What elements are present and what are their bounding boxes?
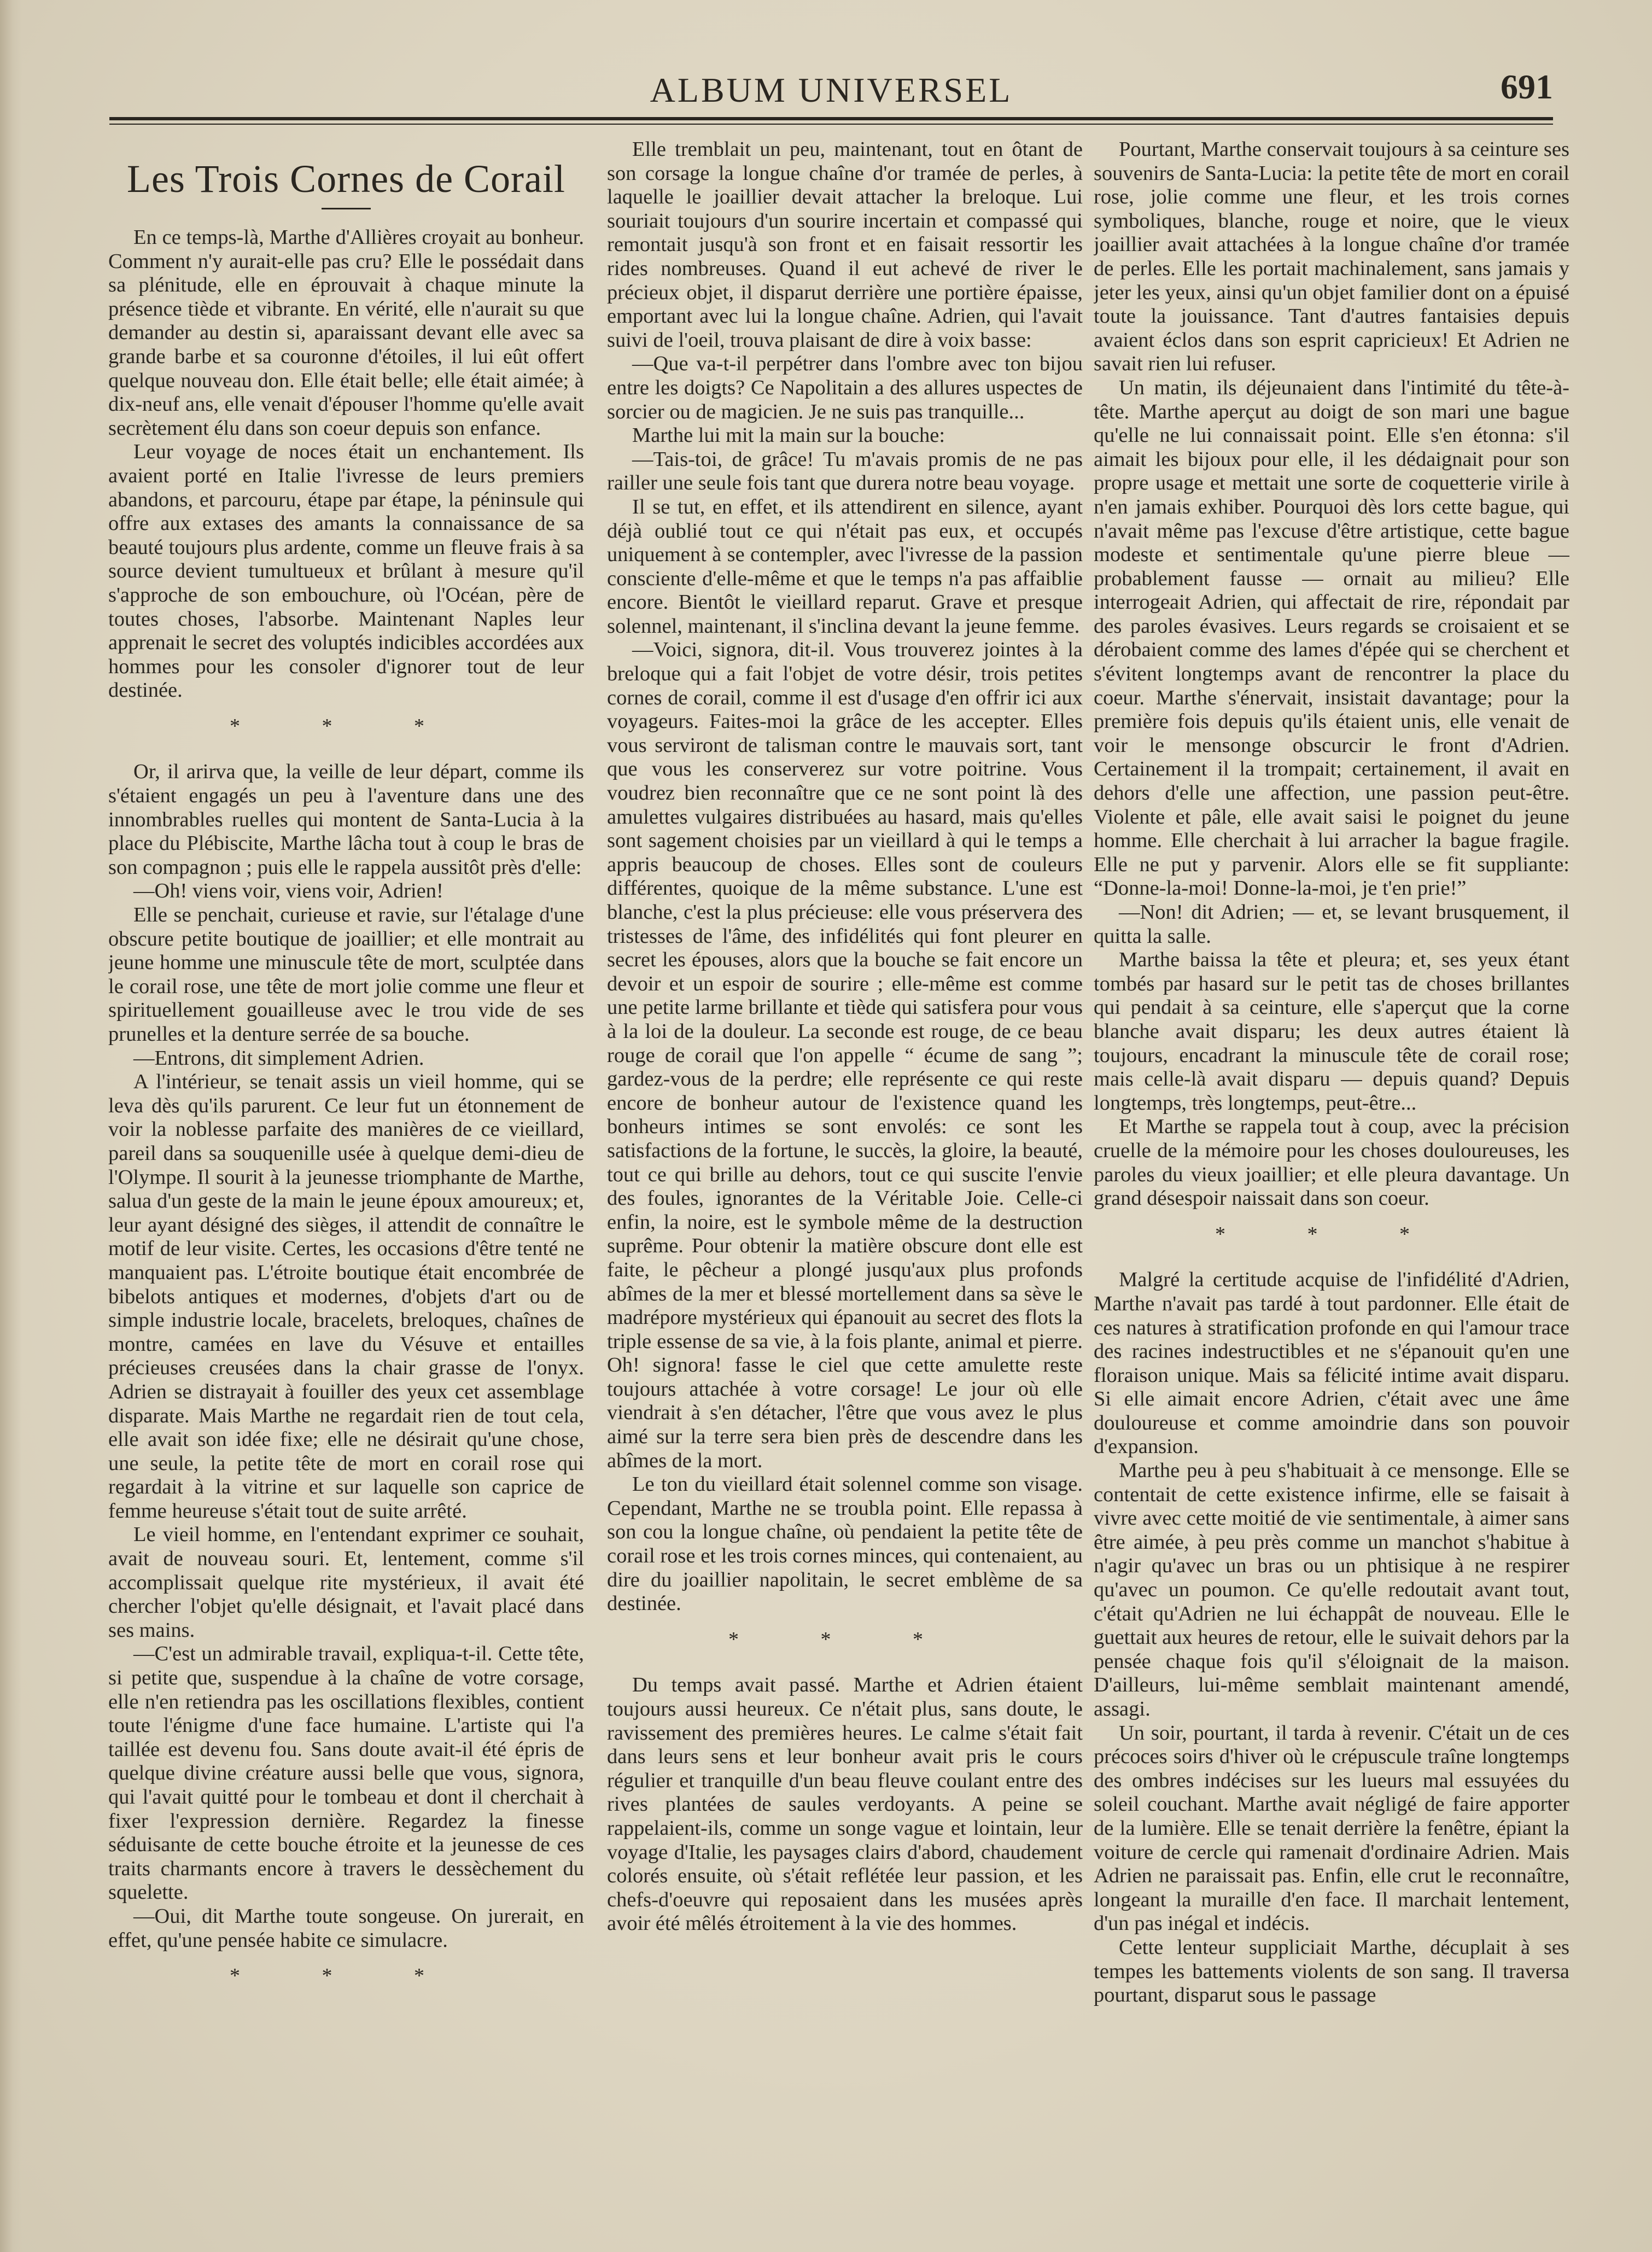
paragraph: Leur voyage de noces était un enchantement. Ils avaient porté en Italie l'ivresse de leurs premiers abandons, et parcouru, étape par étape, la péninsule qui offre aux extases des amants la connaissance de sa beauté toujours plus ardente, comme un fleuve frais à sa source devient tumultueux et brûlant à mesure qu'il s'approche de son embouchure, où l'Océan, père de toutes choses, l'absorbe. Maintenant Naples leur apprenait le secret des voluptés indicibles accordées aux hommes pour les consoler d'ignorer tout de leur destinée. [108,440,584,702]
paragraph: Du temps avait passé. Marthe et Adrien étaient toujours aussi heureux. Ce n'était plus, sans doute, le ravissement des premières heures. Le calme s'était fait dans leurs sens et leur bonheur avait pris le cours régulier et tranquille d'un beau fleuve coulant entre des rives plantées de saules verdoyants. A peine se rappelaient-ils, comme un songe vague et lointain, leur voyage d'Italie, les paysages clairs d'abord, chaudement colorés ensuite, où s'était reflétée leur passion, et les chefs-d'oeuvre qui reposaient dans les musées après avoir été mêlés étroitement à la vie des hommes. [607,1673,1083,1935]
paragraph: Un matin, ils déjeunaient dans l'intimité du tête-à-tête. Marthe aperçut au doigt de son mari une bague qu'elle ne lui connaissait point. Elle s'en étonna: s'il aimait les bijoux pour elle, il les dédaignait pour son propre usage et mettait une sorte de coquetterie virile à n'en jamais exhiber. Pourquoi dès lors cette bague, qui n'avait même pas l'excuse d'être artistique, cette bague modeste et sentimentale qu'une pierre bleue — probablement fausse — ornait au milieu? Elle interrogeait Adrien, qui affectait de rire, répondait par des paroles évasives. Leurs regards se croisaient et se dérobaient comme des lames d'épée qui se cherchent et s'évitent longtemps avant de rencontrer la place du coeur. Marthe s'énervait, insistait davantage; pour la première fois depuis qu'ils étaient unis, elle venait de voir le mensonge obscurcir le front d'Adrien. Certainement il la trompait; certainement, il avait en dehors d'elle une affection, une passion peut-être. Violente et pâle, elle avait saisi le poignet du jeune homme. Elle cherchait à lui arracher la bague fragile. Elle ne put y parvenir. Alors elle se fit suppliante: “Donne-la-moi! Donne-la-moi, je t'en prie!” [1094,376,1569,900]
section-separator: * * * [230,714,463,738]
title-rule [322,208,371,209]
paragraph: Malgré la certitude acquise de l'infidélité d'Adrien, Marthe n'avait pas tardé à tout pardonner. Elle était de ces natures à stratification profonde en qui l'amour trace des racines indestructibles et ne s'épanouit qu'en une floraison unique. Mais sa félicité intime avait disparu. Si elle aimait encore Adrien, c'était avec une âme douloureuse et comme amoindrie dans son pouvoir d'expansion. [1094,1268,1569,1458]
header-rule-thin [109,124,1553,125]
paragraph: —Oui, dit Marthe toute songeuse. On jurerait, en effet, qu'une pensée habite ce simulacre. [108,1904,584,1952]
paragraph: Or, il arirva que, la veille de leur départ, comme ils s'étaient engagés un peu à l'aventure dans une des innombrables ruelles qui montent de Santa-Lucia à la place du Plébiscite, Marthe lâcha tout à coup le bras de son compagnon ; puis elle le rappela aussitôt près d'elle: [108,760,584,879]
paragraph: Marthe lui mit la main sur la bouche: [632,424,945,447]
binding-edge [0,0,22,2252]
paragraph: Il se tut, en effet, et ils attendirent en silence, ayant déjà oublié tout ce qui n'était pas eux, et occupés uniquement à se contempler, avec l'ivresse de la passion consciente d'elle-même et que le temps n'a pas affaiblie encore. Bientôt le vieillard reparut. Grave et presque solennel, maintenant, il s'inclina devant la jeune femme. [607,495,1083,638]
article-title: Les Trois Cornes de Corail [126,157,565,201]
section-separator: * * * [230,1964,463,1988]
paragraph: En ce temps-là, Marthe d'Allières croyait au bonheur. Comment n'y aurait-elle pas cru? Elle le possédait dans sa plénitude, elle en éprouvait à chaque minute la présence tiède et vibrante. En vérité, elle n'aurait su que demander au destin si, aparaissant devant elle avec sa grande barbe et sa couronne d'étoiles, il lui eût offert quelque nouveau don. Elle était belle; elle était aimée; à dix-neuf ans, elle venait d'épouser l'homme qu'elle avait secrètement élu dans son coeur depuis son enfance. [108,226,584,440]
page-header [109,66,1553,131]
paragraph: —Que va-t-il perpétrer dans l'ombre avec ton bijou entre les doigts? Ce Napolitain a des allures uspectes de sorcier ou de magicien. Je ne suis pas tranquille... [607,352,1083,423]
paragraph: —Oh! viens voir, viens voir, Adrien! [133,879,443,903]
paragraph: Un soir, pourtant, il tarda à revenir. C'était un de ces précoces soirs d'hiver où le crépuscule traîne longtemps des ombres indécises sur les lueurs mal essuyées du soleil couchant. Marthe avait négligé de faire apporter de la lumière. Elle se tenait derrière la fenêtre, épiant la voiture de cercle qui ramenait d'ordinaire Adrien. Mais Adrien ne paraissait pas. Enfin, elle crut le reconnaître, longeant la muraille d'en face. Il marchait lentement, d'un pas inégal et indécis. [1094,1721,1569,1935]
header-rule [109,117,1553,120]
column-1 [108,138,584,2216]
column-3 [1094,138,1569,2216]
column-2 [607,138,1083,2216]
paragraph: Pourtant, Marthe conservait toujours à sa ceinture ses souvenirs de Santa-Lucia: la petite tête de mort en corail rose, jolie comme une fleur, et les trois cornes symboliques, blanche, rouge et noire, que le vieux joaillier avait attachées à la longue chaîne d'or tramée de perles. Elle les portait machinalement, sans jamais y jeter les yeux, ainsi qu'un objet familier dont on a épuisé toute la jouissance. Tant d'autres fantaisies depuis avaient éclos dans son esprit capricieux! Et Adrien ne savait rien lui refuser. [1094,138,1569,376]
paragraph: —Voici, signora, dit-il. Vous trouverez jointes à la breloque qui a fait l'objet de votre désir, trois petites cornes de corail, comme il est d'usage d'en offrir ici aux voyageurs. Faites-moi la grâce de les accepter. Elles vous serviront de talisman contre le mauvais sort, tant que vous les conserverez sur votre poitrine. Vous voudrez bien reconnaître que ce ne sont point là des amulettes vulgaires distribuées au hasard, mais qu'elles sont sagement choisies par un vieillard à qui le temps a appris beaucoup de choses. Elles sont de couleurs différentes, quoique de la même substance. L'une est blanche, c'est la plus précieuse: elle vous préservera des tristesses de l'âme, des infidélités qui font pleurer en secret les épouses, alors que la bouche se fait encore un devoir et un espoir de sourire ; elle-même est comme une petite larme brillante et tiède qui satisfera pour vous à la loi de la douleur. La seconde est rouge, de ce beau rouge de corail que l'on appelle “ écume de sang ”; gardez-vous de la perdre; elle représente ce qui reste encore de bonheur autour de l'existence quand les bonheurs intimes se sont envolés: ce sont les satisfactions de la fortune, le succès, la gloire, la beauté, tout ce qui brille au dehors, tout ce qui suscite l'envie des foules, ignorantes de la Véritable Joie. Celle-ci enfin, la noire, est le symbole même de la destruction suprême. Pour obtenir la matière obscure dont elle est faite, le pêcheur a plongé jusqu'aux plus profonds abîmes de la mer et blessé mortellement dans sa sève le madrépore mystérieux qui épanouit au secret des flots la triple essense de sa vie, à la fois plante, animal et pierre. Oh! signora! fasse le ciel que cette amulette reste toujours attachée à votre corsage! Le jour où elle viendrait à s'en détacher, l'être que vous avez le plus aimé sur la terre sera bien près de descendre dans les abîmes de la mort. [607,638,1083,1472]
section-separator: * * * [1215,1222,1448,1246]
paragraph: Elle se penchait, curieuse et ravie, sur l'étalage d'une obscure petite boutique de joaillier; et elle montrait au jeune homme une minuscule tête de mort, sculptée dans le corail rose, une tête de mort jolie comme une fleur et spirituellement gouailleuse avec le trou vide de ses prunelles et la denture serrée de sa bouche. [108,903,584,1046]
paragraph: —C'est un admirable travail, expliqua-t-il. Cette tête, si petite que, suspendue à la chaîne de votre corsage, elle n'en retiendra pas les oscillations flexibles, contient toute l'énigme d'une face humaine. L'artiste qui l'a taillée est devenu fou. Sans doute avait-il été épris de quelque divine créature aussi belle que vous, signora, qui l'avait quitté pour le tombeau et dont il cherchait à fixer l'expression dernière. Regardez la finesse séduisante de cette bouche étroite et la jeunesse de ces traits charmants encore à travers le dessèchement du squelette. [108,1642,584,1904]
paragraph: Le ton du vieillard était solennel comme son visage. Cependant, Marthe ne se troubla point. Elle repassa à son cou la longue chaîne, où pendaient la petite tête de corail rose et les trois cornes minces, qui contenaient, au dire du joaillier napolitain, le secret emblème de sa destinée. [607,1473,1083,1615]
section-separator: * * * [728,1627,961,1651]
paragraph: Elle tremblait un peu, maintenant, tout en ôtant de son corsage la longue chaîne d'or tramée de perles, à laquelle le joaillier devait attacher la breloque. Lui souriait toujours d'un sourire incertain et compassé qui remontait jusqu'à son front et en faisait ressortir les rides nombreuses. Quand il eut achevé de river le précieux objet, il disparut derrière une portière épaisse, emportant avec lui la longue chaîne. Adrien, qui l'avait suivi de l'oeil, trouva plaisant de dire à voix basse: [607,138,1083,352]
running-title: ALBUM UNIVERSEL [650,71,1013,109]
paragraph: —Non! dit Adrien; — et, se levant brusquement, il quitta la salle. [1094,901,1569,948]
paragraph: —Tais-toi, de grâce! Tu m'avais promis de ne pas railler une seule fois tant que durera notre beau voyage. [607,447,1083,495]
paragraph: —Entrons, dit simplement Adrien. [133,1046,424,1070]
paragraph: Et Marthe se rappela tout à coup, avec la précision cruelle de la mémoire pour les choses douloureuses, les paroles du vieux joaillier; et elle pleura davantage. Un grand désespoir naissait dans son coeur. [1094,1115,1569,1210]
paragraph: Marthe peu à peu s'habituait à ce mensonge. Elle se contentait de cette existence infirme, elle se faisait à vivre avec cette moitié de vie sentimentale, à aimer sans être aimée, à peu près comme un manchot s'habitue à n'agir qu'avec un bras ou un phtisique à ne respirer qu'avec un poumon. Ce qu'elle redoutait avant tout, c'était qu'Adrien ne lui échappât de nouveau. Elle le guettait aux heures de retour, elle le suivait dehors par la pensée chaque fois qu'il s'éloignait de la maison. D'ailleurs, lui-même semblait maintenant amendé, assagi. [1094,1459,1569,1720]
paragraph: Le vieil homme, en l'entendant exprimer ce souhait, avait de nouveau souri. Et, lentement, comme s'il accomplissait quelque rite mystérieux, il avait été chercher l'objet qu'elle désignait, et l'avait placé dans ses mains. [108,1523,584,1642]
paragraph: Marthe baissa la tête et pleura; et, ses yeux étant tombés par hasard sur le petit tas de choses brillantes qui pendait à sa ceinture, elle s'aperçut que la corne blanche avait disparu; les deux autres étaient là toujours, encadrant la minuscule tête de corail rose; mais celle-là avait disparu — depuis quand? Depuis longtemps, très longtemps, peut-être... [1094,948,1569,1115]
paragraph: A l'intérieur, se tenait assis un vieil homme, qui se leva dès qu'ils parurent. Ce leur fut un étonnement de voir la noblesse parfaite des manières de ce vieillard, pareil dans sa souquenille usée à quelque demi-dieu de l'Olympe. Il sourit à la jeunesse triomphante de Marthe, salua d'un geste de la main le jeune époux amoureux; et, leur ayant désigné des sièges, il attendit de connaître le motif de leur visite. Certes, les occasions d'être tenté ne manquaient pas. L'étroite boutique était encombrée de bibelots antiques et modernes, d'objets d'art ou de simple industrie locale, bracelets, breloques, chaînes de montre, camées en lave du Vésuve et entailles précieuses creusées dans la chair grasse de l'onyx. Adrien se distrayait à fouiller des yeux cet assemblage disparate. Mais Marthe ne regardait rien de tout cela, elle avait son idée fixe; elle ne désirait qu'une chose, une seule, la petite tête de mort en corail rose qui regardait à la vitrine et sur laquelle son caprice de femme heureuse s'était tout de suite arrêté. [108,1070,584,1522]
page-number: 691 [1501,67,1553,106]
paragraph: Cette lenteur suppliciait Marthe, décuplait à ses tempes les battements violents de son sang. Il traversa pourtant, disparut sous le passage [1094,1935,1569,2007]
